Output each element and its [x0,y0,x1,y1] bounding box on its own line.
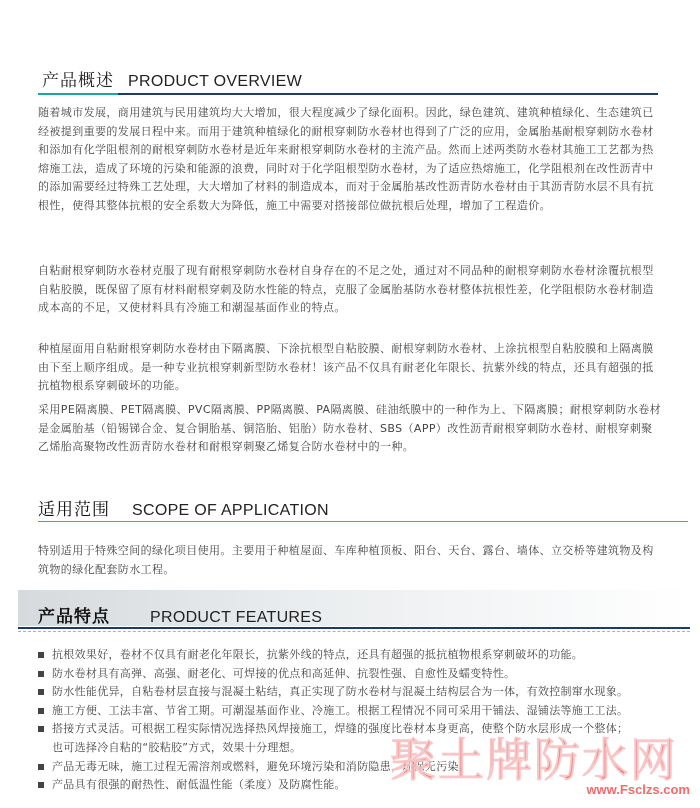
bullet-icon [38,689,44,695]
overview-title-cn: 产品概述 [42,71,114,91]
bullet-icon [38,782,44,788]
list-item: 施工方便、工法丰富、节省工期。可潮湿基面作业、冷施工。根据工程情况不同可采用干铺法、湿铺法等施工工法。 [38,702,678,721]
list-item-continuation: 也可选择冷自粘的“胶粘胶”方式，效果十分理想。 [52,740,302,754]
overview-paragraph-3: 种植屋面用自粘耐根穿刺防水卷材由下隔离膜、下涂抗根型自粘胶膜、耐根穿刺防水卷材、上涂抗根型自粘胶膜和上隔离膜由下至上顺序组成。是一种专业抗根穿刺新型防水卷材！该产品不仅具有耐老化年限长、抗紫外线的特点，还具有超强的抵抗植物根系穿刺破坏的功能。 [38,342,654,392]
features-rule [18,627,690,629]
scope-title-en: SCOPE OF APPLICATION [132,502,329,519]
list-item: 搭接方式灵活。可根据工程实际情况选择热风焊接施工，焊缝的强度比卷材本身更高，使整个防水层形成一个整体； 也可选择冷自粘的“胶粘胶”方式，效果十分理想。 [38,720,678,757]
bullet-icon [38,708,44,714]
overview-rule-accent [38,93,118,95]
scope-header [38,495,329,520]
scope-title-cn: 适用范围 [38,500,110,520]
watermark-logo-text: 聚土牌防水网 [390,733,678,787]
scope-text: 特别适用于特殊空间的绿化项目使用。主要用于种植屋面、车库种植顶板、阳台、天台、露台、墙体、立交桥等建筑物及构筑物的绿化配套防水工程。 [38,544,654,576]
bullet-icon [38,764,44,770]
list-item: 产品无毒无味，施工过程无需溶剂或燃料，避免环境污染和消防隐患，环保无污染。 [38,758,678,777]
list-item: 抗根效果好，卷材不仅具有耐老化年限长，抗紫外线的特点，还具有超强的抵抗植物根系穿刺破坏的功能。 [38,646,678,665]
features-title-cn: 产品特点 [38,607,110,627]
features-dashed-rule [18,631,690,632]
overview-paragraph-1: 随着城市发展，商用建筑与民用建筑均大大增加，很大程度减少了绿化面积。因此，绿色建筑、建筑种植绿化、生态建筑已经被提到重要的发展日程中来。而用于建筑种植绿化的耐根穿刺防水卷材也得到了广泛的应用，金属胎基耐根穿刺防水卷材和添加有化学阻根剂的耐根穿刺防水卷材是近年来耐根穿刺防水卷材的主流产品。然而上述两类防水卷材其施工工艺都为热熔施工法，造成了环境的污染和能源的浪费，同时对于化学阻根型防水卷材，为了适应热熔施工，化学阻根剂在改性沥青中的添加需要经过特殊工艺处理，大大增加了材料的制造成本，而对于金属胎基改性沥青防水卷材由于其沥青防水层不具有抗根性，使得其整体抗根的安全系数大为降低，施工中需要对搭接部位做抗根后处理，增加了工程造价。 [38,106,654,212]
bullet-icon [38,652,44,658]
watermark-url: www.Fsclzs.com [586,782,690,797]
features-header [38,602,322,627]
list-item: 产品具有很强的耐热性、耐低温性能（柔度）及防腐性能。 [38,776,678,795]
list-item: 防水卷材具有高弹、高强、耐老化、可焊接的优点和高延伸、抗裂性强、自愈性及蠕变特性。 [38,665,678,684]
bullet-icon [38,726,44,732]
list-item: 防水性能优异，自粘卷材层直接与混凝土粘结，真正实现了防水卷材与混凝土结构层合为一体，有效控制窜水现象。 [38,683,678,702]
features-title-en: PRODUCT FEATURES [150,609,323,626]
overview-title-en: PRODUCT OVERVIEW [128,73,303,90]
overview-paragraph-4: 采用PE隔离膜、PET隔离膜、PVC隔离膜、PP隔离膜、PA隔离膜、硅油纸膜中的一种作为上、下隔离膜；耐根穿刺防水卷材是金属胎基（铅锡锑合金、复合铜胎基、铜箔胎、铝胎）防水卷材、SBS（APP）改性沥青耐根穿刺防水卷材、耐根穿刺聚乙烯胎高聚物改性沥青防水卷材和耐根穿刺聚乙烯复合防水卷材中的一种。 [38,403,662,453]
overview-header [42,66,302,91]
overview-rule [38,93,658,95]
scope-rule [38,521,688,522]
features-list [38,646,678,795]
bullet-icon [38,671,44,677]
overview-paragraph-2: 自粘耐根穿刺防水卷材克服了现有耐根穿刺防水卷材自身存在的不足之处，通过对不同品种的耐根穿刺防水卷材涂覆抗根型自粘胶膜，既保留了原有材料耐根穿刺及防水性能的特点，克服了金属胎基防水卷材整体抗根性差，化学阻根防水卷材制造成本高的不足，又使材料具有冷施工和潮湿基面作业的特点。 [38,264,654,314]
